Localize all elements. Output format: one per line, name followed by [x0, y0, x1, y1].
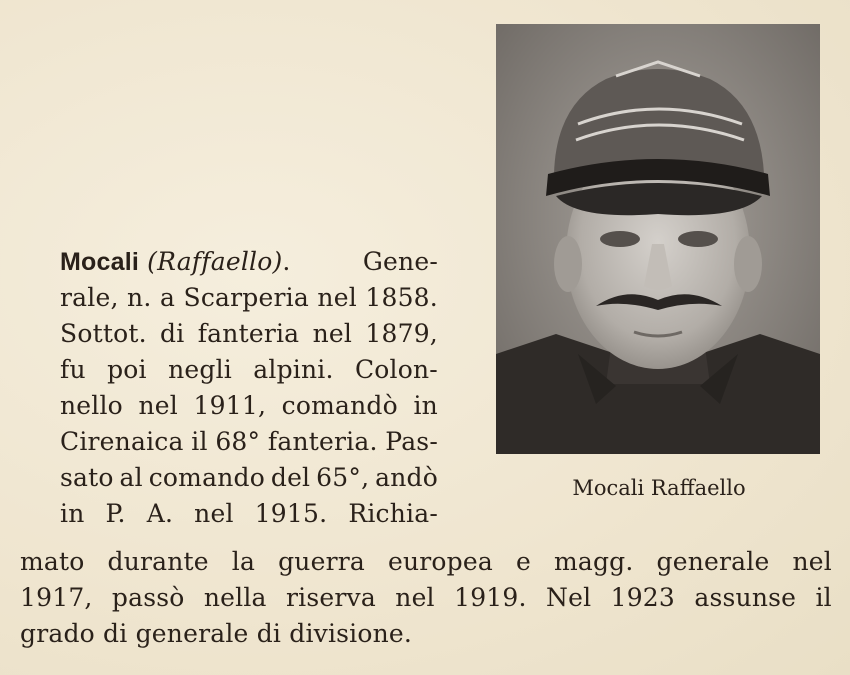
word: andò — [375, 463, 438, 492]
word: Colon- — [354, 355, 438, 384]
text-line-1 — [60, 244, 438, 280]
word: A. — [146, 499, 174, 528]
word: di — [160, 319, 185, 348]
entry-surname: Mocali — [60, 248, 139, 276]
word: al — [119, 463, 143, 492]
word: nel — [792, 547, 832, 576]
word: poi — [107, 355, 147, 384]
word: il — [815, 583, 832, 612]
text-line-11 — [20, 616, 412, 652]
word: magg. — [553, 547, 634, 576]
word: generale — [656, 547, 770, 576]
text-line-8 — [60, 496, 438, 532]
name-heading — [60, 244, 291, 280]
period: . — [282, 247, 291, 276]
word: nel — [395, 583, 435, 612]
word: nello — [60, 391, 123, 420]
word: comando — [148, 463, 265, 492]
word: passò — [111, 583, 185, 612]
word: guerra — [278, 547, 365, 576]
portrait-illustration — [496, 24, 820, 454]
word: in — [60, 499, 85, 528]
word: sato — [60, 463, 114, 492]
word: alpini. — [253, 355, 334, 384]
word: n. — [127, 283, 152, 312]
portrait-photo — [496, 24, 820, 454]
word: fu — [60, 355, 86, 384]
word: rale, — [60, 283, 119, 312]
word: mato — [20, 547, 85, 576]
word: nel — [194, 499, 234, 528]
word: nella — [203, 583, 267, 612]
word: Nel — [546, 583, 592, 612]
word: Sottot. — [60, 319, 147, 348]
word: fanteria. — [267, 427, 378, 456]
word: 1917, — [20, 583, 93, 612]
word: negli — [168, 355, 232, 384]
word: 1915. — [254, 499, 328, 528]
word: Richia- — [348, 499, 438, 528]
word: del — [270, 463, 311, 492]
line-text: grado di generale di divisione. — [20, 619, 413, 648]
entry-given-name: (Raffaello) — [147, 247, 283, 276]
text-line-4 — [60, 352, 438, 388]
word: Cirenaica — [60, 427, 184, 456]
word: comandò — [281, 391, 398, 420]
word: 1911, — [193, 391, 267, 420]
text-line-5 — [60, 388, 438, 424]
word: assunse — [694, 583, 797, 612]
word: il — [191, 427, 208, 456]
text-line-6 — [60, 424, 438, 460]
word: P. — [105, 499, 126, 528]
photo-caption: Mocali Raffaello — [572, 476, 746, 500]
word: in — [413, 391, 438, 420]
word: europea — [387, 547, 493, 576]
word: durante — [107, 547, 209, 576]
text-line-3 — [60, 316, 438, 352]
word: 1923 — [610, 583, 676, 612]
word: la — [231, 547, 256, 576]
word: 1879, — [365, 319, 438, 348]
word: a — [159, 283, 176, 312]
word: 68° — [215, 427, 261, 456]
word: 65°, — [316, 463, 370, 492]
word: nel — [317, 283, 357, 312]
word: Pas- — [385, 427, 438, 456]
text-line-2 — [60, 280, 438, 316]
word: e — [515, 547, 531, 576]
text-line-9 — [20, 544, 832, 580]
text-line-7 — [60, 460, 438, 496]
word: riserva — [285, 583, 376, 612]
word: 1858. — [365, 283, 438, 312]
word: fanteria — [197, 319, 300, 348]
word: Scarperia — [183, 283, 309, 312]
word: nel — [138, 391, 178, 420]
word: 1919. — [454, 583, 527, 612]
word: nel — [312, 319, 353, 348]
text-line-10 — [20, 580, 832, 616]
text-line-1-rest: Gene- — [362, 247, 438, 276]
